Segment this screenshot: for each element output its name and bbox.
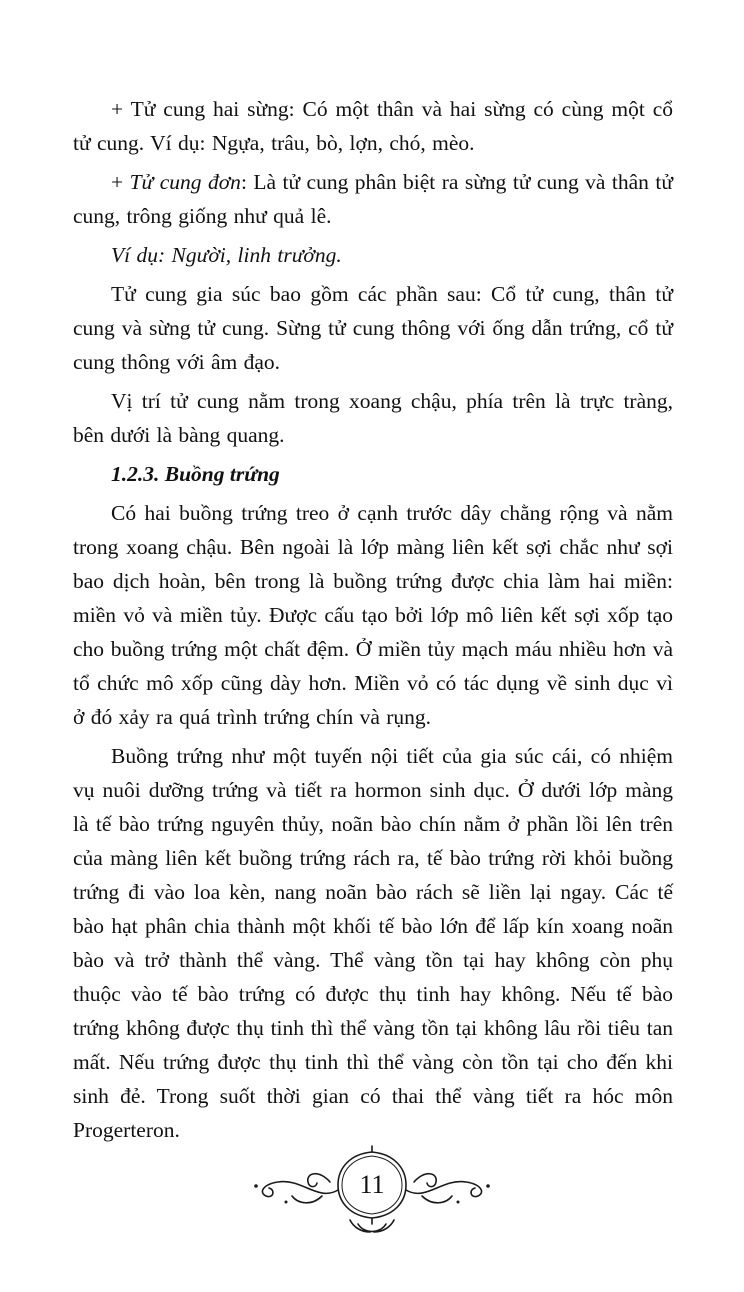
page-number: 11 — [359, 1170, 385, 1199]
paragraph-example: Ví dụ: Người, linh trưởng. — [111, 243, 342, 267]
paragraph-ovary-function: Buồng trứng như một tuyến nội tiết của gia súc cái, có nhiệm vụ nuôi dưỡng trứng và tiết ra hormon sinh dục. Ở dưới lớp màng là tế bào trứng nguyên thủy, noãn bào chín nằm ở phần lồi lên trên của màng liên kết buồng trứng rách ra, tế bào trứng rời khỏi buồng trứng đi vào loa kèn, nang noãn bào rách sẽ liền lại ngay. Các tế bào hạt phân chia thành một khối tế bào lớn để lấp kín xoang noãn bào và trở thành thể vàng. Thể vàng tồn tại hay không còn phụ thuộc vào tế bào trứng có được thụ tinh hay không. Nếu tế bào trứng không được thụ tinh thì thể vàng tồn tại không lâu rồi tiêu tan mất. Nếu trứng được thụ tinh thì thể vàng còn tồn tại cho đến khi sinh đẻ. Trong suốt thời gian có thai thể vàng tiết ra hóc môn Progerteron. — [73, 744, 673, 1142]
paragraph-uterus-two-horns: + Tử cung hai sừng: Có một thân và hai sừng có cùng một cổ tử cung. Ví dụ: Ngựa, trâu, bò, lợn, chó, mèo. — [73, 97, 673, 155]
paragraph-uterus-simple — [73, 165, 673, 233]
section-heading-1-2-3: 1.2.3. Buồng trứng — [111, 462, 280, 486]
footer — [0, 1144, 744, 1240]
paragraph-uterus-parts: Tử cung gia súc bao gồm các phần sau: Cổ tử cung, thân tử cung và sừng tử cung. Sừng tử cung thông với ống dẫn trứng, cổ tử cung thông với âm đạo. — [73, 282, 673, 374]
text-block — [73, 92, 673, 1152]
term-italic: Tử cung đơn — [129, 170, 241, 194]
paragraph-ovary-structure: Có hai buồng trứng treo ở cạnh trước dây chằng rộng và nằm trong xoang chậu. Bên ngoài là lớp màng liên kết sợi chắc như sợi bao dịch hoàn, bên trong là buồng trứng được chia làm hai miền: miền vỏ và miền tủy. Được cấu tạo bởi lớp mô liên kết sợi xốp tạo cho buồng trứng một chất đệm. Ở miền tủy mạch máu nhiều hơn và tổ chức mô xốp cũng dày hơn. Miền vỏ có tác dụng về sinh dục vì ở đó xảy ra quá trình trứng chín và rụng. — [73, 501, 673, 729]
paragraph-uterus-position: Vị trí tử cung nằm trong xoang chậu, phía trên là trực tràng, bên dưới là bàng quang. — [73, 389, 673, 447]
paragraph-rest: : Là tử cung phân biệt ra sừng tử cung và thân tử cung, trông giống như quả lê. — [73, 170, 673, 228]
paragraph-prefix: + — [111, 170, 130, 194]
